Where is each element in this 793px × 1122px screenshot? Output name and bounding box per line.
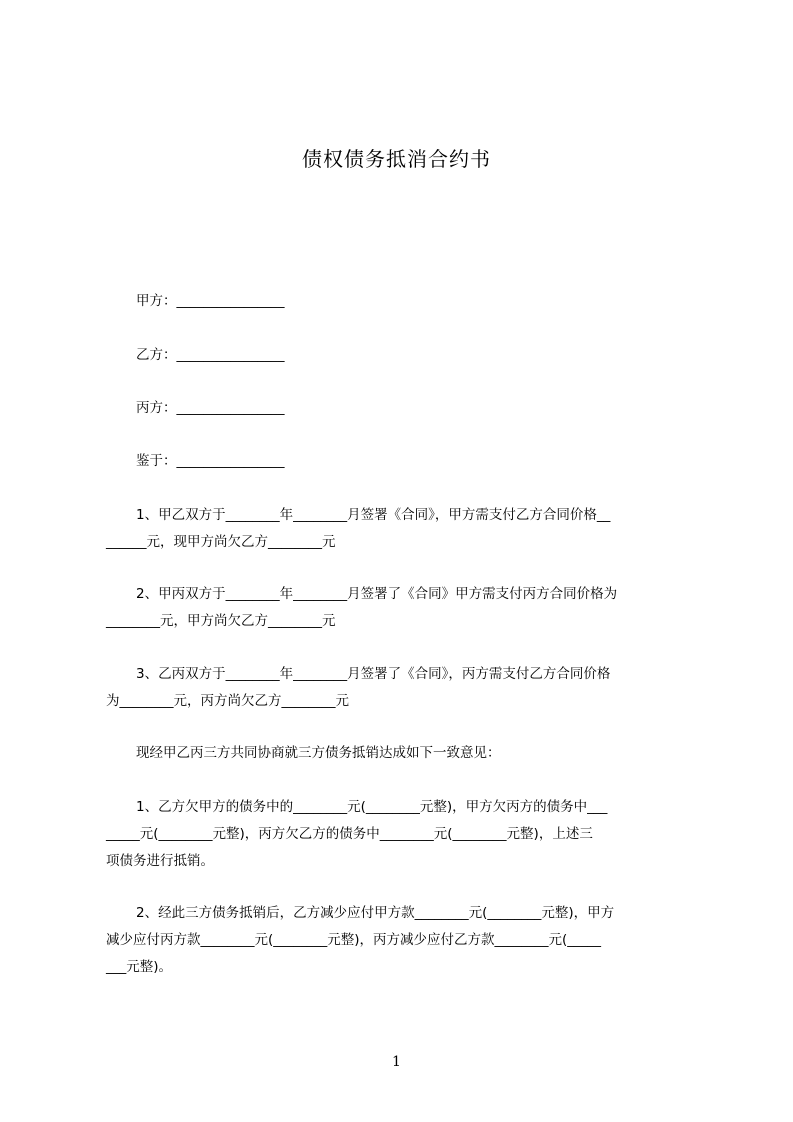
whereas-line: 鉴于：________________	[136, 453, 285, 469]
recital-3-line-1: 3、乙丙双方于________年________月签署了《合同》，丙方需支付乙方合同价格	[136, 666, 611, 682]
party-a-line: 甲方：________________	[136, 293, 285, 309]
recital-1-line-2: ______元，现甲方尚欠乙方________元	[106, 534, 336, 550]
clause-1-line-1: 1、乙方欠甲方的债务中的________元(________元整)，甲方欠丙方的债务中___	[136, 799, 608, 815]
recital-2-line-1: 2、甲丙双方于________年________月签署了《合同》甲方需支付丙方合同价格为	[136, 586, 618, 602]
recital-1-line-1: 1、甲乙双方于________年________月签署《合同》，甲方需支付乙方合同价格__	[136, 507, 611, 523]
agreement-intro: 现经甲乙丙三方共同协商就三方债务抵销达成如下一致意见：	[136, 745, 501, 761]
clause-2-line-1: 2、经此三方债务抵销后，乙方减少应付甲方款________元(________元整)，甲方	[136, 905, 615, 921]
page-number: 1	[392, 1054, 401, 1070]
clause-2-line-3: ___元整)。	[106, 959, 173, 975]
clause-1-line-2: _____元(________元整)，丙方欠乙方的债务中________元(________元整)，上述三	[106, 826, 593, 842]
recital-2-line-2: ________元，甲方尚欠乙方________元	[106, 613, 336, 629]
party-b-line: 乙方：________________	[136, 347, 285, 363]
document-title: 债权债务抵消合约书	[302, 147, 491, 171]
clause-1-line-3: 项债务进行抵销。	[106, 853, 214, 869]
recital-3-line-2: 为________元，丙方尚欠乙方________元	[106, 693, 349, 709]
clause-2-line-2: 减少应付丙方款________元(________元整)，丙方减少应付乙方款________元(_____	[106, 932, 602, 948]
party-c-line: 丙方：________________	[136, 400, 285, 416]
